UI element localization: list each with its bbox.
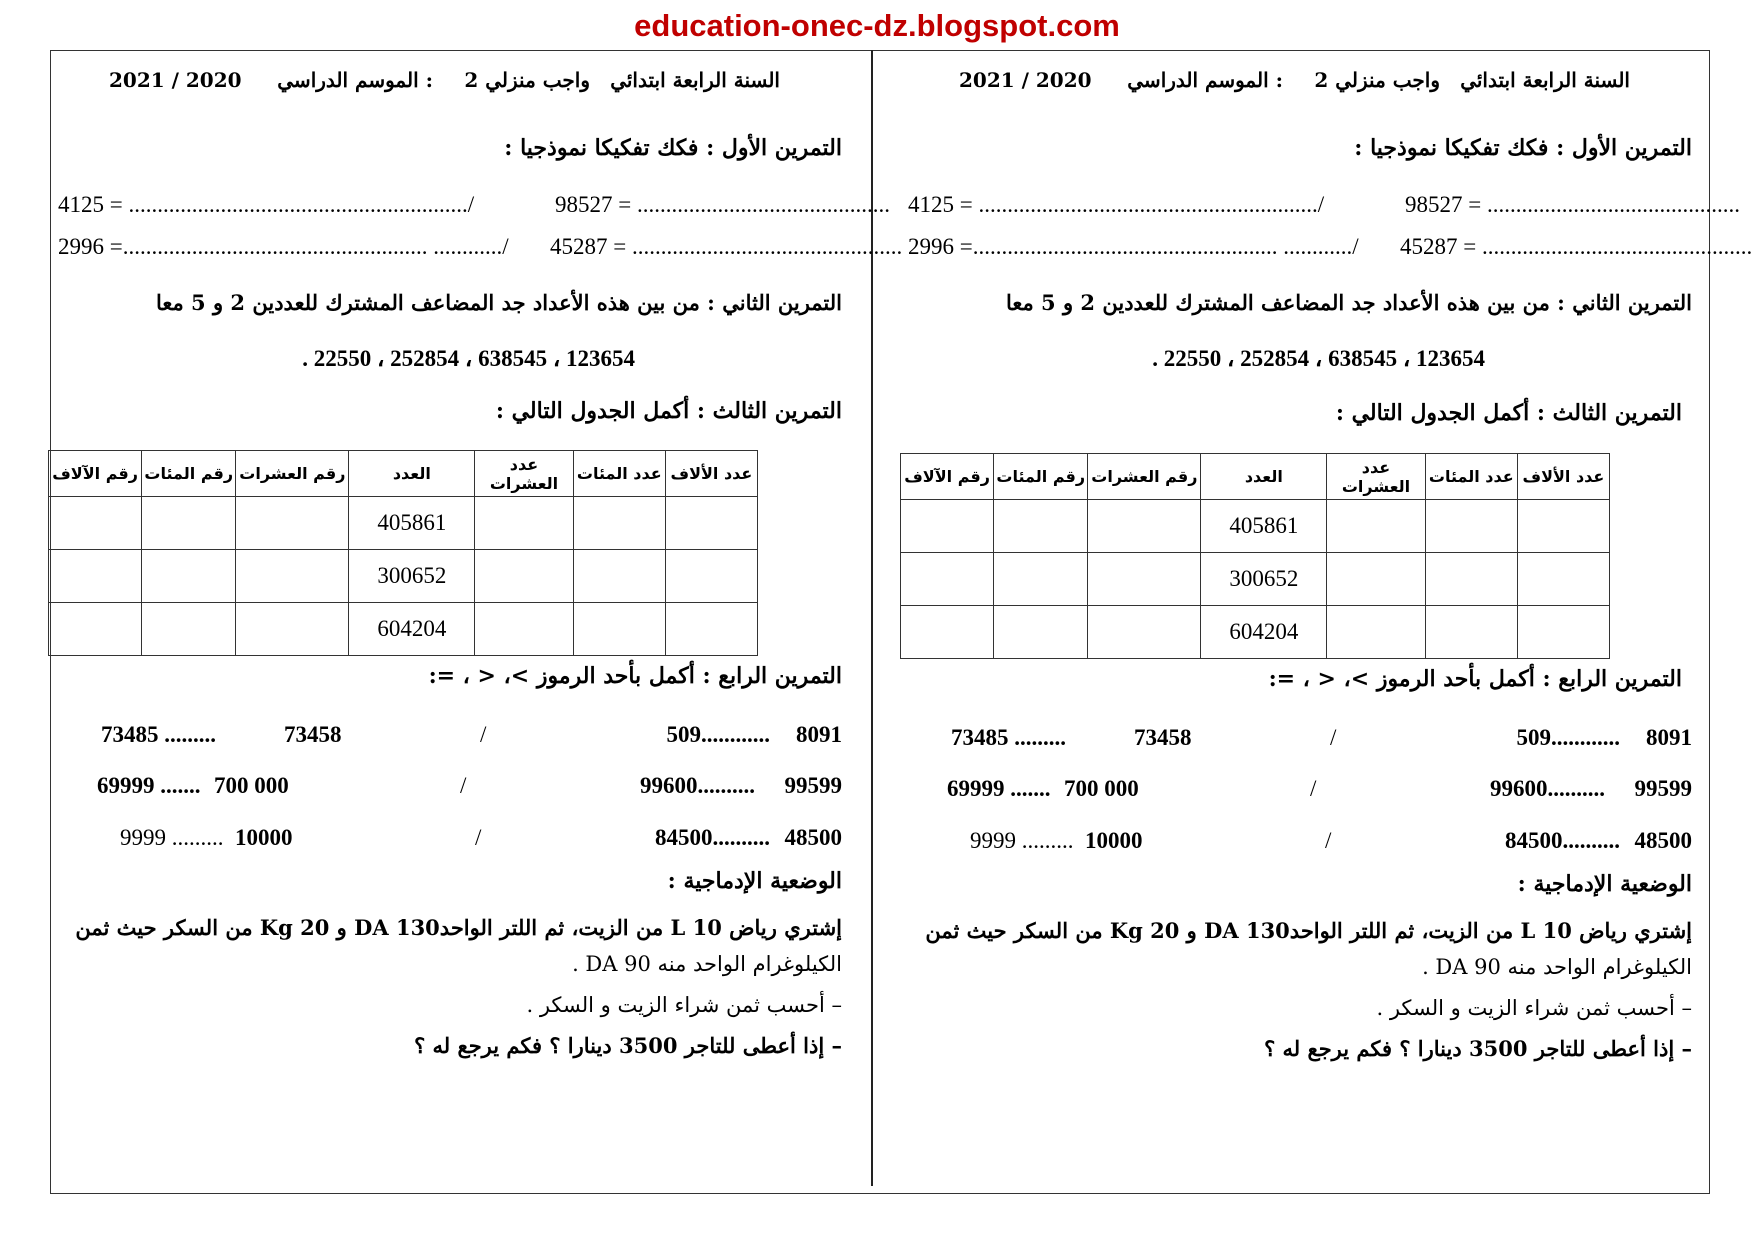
table-cell[interactable]	[49, 497, 142, 550]
exercise-2-title: التمرين الثاني : من بين هذه الأعداد جد المضاعف المشترك للعددين 2 و 5 معا	[155, 290, 842, 315]
ex4-r1-left-b: 73485 .........	[951, 725, 1066, 750]
table-cell[interactable]	[49, 550, 142, 603]
number-cell: 604204	[1201, 606, 1327, 659]
number-cell: 300652	[349, 550, 475, 603]
situation-line-1: إشتري رياض 10 L من الزيت، ثم اللتر الواحدDA 130 و Kg 20 من السكر حيث ثمن	[75, 915, 842, 940]
table-cell[interactable]	[1327, 606, 1425, 659]
exercise-3-title: التمرين الثالث : أكمل الجدول التالي :	[1335, 400, 1682, 426]
number-cell: 300652	[1201, 553, 1327, 606]
table-cell[interactable]	[573, 550, 665, 603]
ex4-r2-sep: /	[460, 773, 467, 798]
ex4-r2-sep: /	[1310, 776, 1317, 801]
number-cell: 405861	[349, 497, 475, 550]
ex4-r2-left-a: 700 000	[1064, 776, 1139, 801]
ex4-r1-sep: /	[1330, 725, 1337, 750]
center-divider	[871, 50, 873, 1186]
table-cell[interactable]	[1517, 553, 1609, 606]
table-row	[49, 497, 758, 550]
table-cell[interactable]	[1425, 500, 1517, 553]
situation-title: الوضعية الإدماجية :	[1517, 871, 1692, 897]
col-number: العدد	[1201, 454, 1327, 500]
ex1-row2-left: 2996 =..................................................... ............/	[908, 234, 1359, 259]
col-hundreds-count: عدد المئات	[573, 451, 665, 497]
exercise-1-title: التمرين الأول : فكك تفكيكا نموذجيا :	[1354, 135, 1692, 161]
ex1-row2-left: 2996 =..................................................... ............/	[58, 234, 509, 259]
situation-question-2: – إذا أعطى للتاجر 3500 دينارا ؟ فكم يرجع له ؟	[414, 1033, 842, 1058]
ex4-r3-left-a: 10000	[1085, 828, 1143, 853]
col-number: العدد	[349, 451, 475, 497]
table-cell[interactable]	[1517, 606, 1609, 659]
table-cell[interactable]	[1425, 606, 1517, 659]
exercise-3-title: التمرين الثالث : أكمل الجدول التالي :	[495, 398, 842, 424]
ex1-row1-left: 4125 = .........................................................../	[908, 192, 1325, 217]
table-row	[901, 500, 1610, 553]
situation-title: الوضعية الإدماجية :	[667, 868, 842, 894]
table-cell[interactable]	[901, 500, 994, 553]
table-cell[interactable]	[1327, 553, 1425, 606]
ex4-r2-right-a: 99599	[1634, 776, 1692, 801]
season-label: الموسم الدراسي :	[1127, 68, 1283, 92]
homework-label: واجب منزلي 2	[464, 68, 590, 92]
table-row	[901, 606, 1610, 659]
ex4-r1-sep: /	[480, 722, 487, 747]
table-cell[interactable]	[665, 497, 757, 550]
table-cell[interactable]	[1327, 500, 1425, 553]
worksheet-right	[900, 50, 1753, 1190]
table-cell[interactable]	[1517, 500, 1609, 553]
table-cell[interactable]	[994, 606, 1088, 659]
ex4-r2-left-a: 700 000	[214, 773, 289, 798]
col-thousands-digit: رقم الآلاف	[901, 454, 994, 500]
exercise-2-title: التمرين الثاني : من بين هذه الأعداد جد المضاعف المشترك للعددين 2 و 5 معا	[1005, 290, 1692, 315]
ex4-r1-left-a: 73458	[284, 722, 342, 747]
col-hundreds-digit: رقم المئات	[142, 451, 236, 497]
ex4-r3-right-b: 84500..........	[655, 825, 770, 850]
ex4-r3-left-b: 9999 .........	[120, 825, 224, 850]
col-tens-count: عدد العشرات	[1327, 454, 1425, 500]
ex4-r1-left-b: 73485 .........	[101, 722, 216, 747]
ex4-r1-right-b: 509............	[666, 722, 770, 747]
table-cell[interactable]	[49, 603, 142, 656]
situation-question-1: – أحسب ثمن شراء الزيت و السكر .	[1376, 996, 1692, 1020]
ex1-row2-right: 45287 = ...............................................	[1400, 234, 1753, 259]
ex4-r3-right-b: 84500..........	[1505, 828, 1620, 853]
number-cell: 405861	[1201, 500, 1327, 553]
table-cell[interactable]	[236, 497, 349, 550]
situation-question-1: – أحسب ثمن شراء الزيت و السكر .	[526, 993, 842, 1017]
table-cell[interactable]	[665, 603, 757, 656]
situation-line-2: الكيلوغرام الواحد منه DA 90 .	[1422, 955, 1692, 979]
ex4-r3-left-b: 9999 .........	[970, 828, 1074, 853]
ex3-table	[900, 453, 1610, 659]
ex4-r3-right-a: 48500	[1634, 828, 1692, 853]
table-cell[interactable]	[142, 603, 236, 656]
season-years: 2021 / 2020	[109, 68, 242, 92]
col-thousands-digit: رقم الآلاف	[49, 451, 142, 497]
exercise-4-title: التمرين الرابع : أكمل بأحد الرموز >، < ، =:	[428, 663, 842, 689]
table-cell[interactable]	[142, 550, 236, 603]
ex1-row1-right: 98527 = ............................................	[555, 192, 890, 217]
table-cell[interactable]	[475, 603, 573, 656]
table-cell[interactable]	[665, 550, 757, 603]
col-hundreds-count: عدد المئات	[1425, 454, 1517, 500]
ex1-row1-right: 98527 = ............................................	[1405, 192, 1740, 217]
col-thousands-count: عدد الألاف	[665, 451, 757, 497]
exercise-4-title: التمرين الرابع : أكمل بأحد الرموز >، < ، =:	[1268, 666, 1682, 692]
ex3-table	[48, 450, 758, 656]
season-label: الموسم الدراسي :	[277, 68, 433, 92]
table-cell[interactable]	[1088, 606, 1201, 659]
ex4-r3-sep: /	[1325, 828, 1332, 853]
col-thousands-count: عدد الألاف	[1517, 454, 1609, 500]
table-row	[901, 553, 1610, 606]
table-cell[interactable]	[236, 603, 349, 656]
col-tens-count: عدد العشرات	[475, 451, 573, 497]
table-cell[interactable]	[475, 497, 573, 550]
exercise-1-title: التمرين الأول : فكك تفكيكا نموذجيا :	[504, 135, 842, 161]
ex4-r2-left-b: 69999 .......	[947, 776, 1051, 801]
ex4-r1-right-b: 509............	[1516, 725, 1620, 750]
ex4-r3-right-a: 48500	[784, 825, 842, 850]
site-url: education-onec-dz.blogspot.com	[634, 8, 1120, 43]
ex4-r3-left-a: 10000	[235, 825, 293, 850]
ex2-numbers: 123654 ، 638545 ، 252854 ، 22550 .	[1152, 346, 1485, 371]
situation-line-1: إشتري رياض 10 L من الزيت، ثم اللتر الواحدDA 130 و Kg 20 من السكر حيث ثمن	[925, 918, 1692, 943]
table-cell[interactable]	[1088, 553, 1201, 606]
situation-line-2: الكيلوغرام الواحد منه DA 90 .	[572, 952, 842, 976]
season-years: 2021 / 2020	[959, 68, 1092, 92]
table-cell[interactable]	[1088, 500, 1201, 553]
number-cell: 604204	[349, 603, 475, 656]
table-cell[interactable]	[994, 553, 1088, 606]
ex4-r2-right-b: 99600..........	[1490, 776, 1605, 801]
table-cell[interactable]	[236, 550, 349, 603]
table-cell[interactable]	[1425, 553, 1517, 606]
level-label: السنة الرابعة ابتدائي	[1460, 68, 1630, 92]
homework-label: واجب منزلي 2	[1314, 68, 1440, 92]
table-cell[interactable]	[994, 500, 1088, 553]
ex4-r2-left-b: 69999 .......	[97, 773, 201, 798]
col-tens-digit: رقم العشرات	[236, 451, 349, 497]
col-tens-digit: رقم العشرات	[1088, 454, 1201, 500]
table-cell[interactable]	[901, 606, 994, 659]
table-cell[interactable]	[573, 497, 665, 550]
ex4-r3-sep: /	[475, 825, 482, 850]
table-cell[interactable]	[573, 603, 665, 656]
level-label: السنة الرابعة ابتدائي	[610, 68, 780, 92]
col-hundreds-digit: رقم المئات	[994, 454, 1088, 500]
ex4-r2-right-a: 99599	[784, 773, 842, 798]
table-cell[interactable]	[901, 553, 994, 606]
table-cell[interactable]	[142, 497, 236, 550]
table-row	[49, 603, 758, 656]
ex2-numbers: 123654 ، 638545 ، 252854 ، 22550 .	[302, 346, 635, 371]
table-row	[49, 550, 758, 603]
ex4-r1-right-a: 8091	[1646, 725, 1692, 750]
ex4-r1-left-a: 73458	[1134, 725, 1192, 750]
situation-question-2: – إذا أعطى للتاجر 3500 دينارا ؟ فكم يرجع له ؟	[1264, 1036, 1692, 1061]
table-cell[interactable]	[475, 550, 573, 603]
ex4-r2-right-b: 99600..........	[640, 773, 755, 798]
ex1-row1-left: 4125 = .........................................................../	[58, 192, 475, 217]
worksheet-left	[50, 50, 903, 1190]
ex1-row2-right: 45287 = ...............................................	[550, 234, 903, 259]
ex4-r1-right-a: 8091	[796, 722, 842, 747]
